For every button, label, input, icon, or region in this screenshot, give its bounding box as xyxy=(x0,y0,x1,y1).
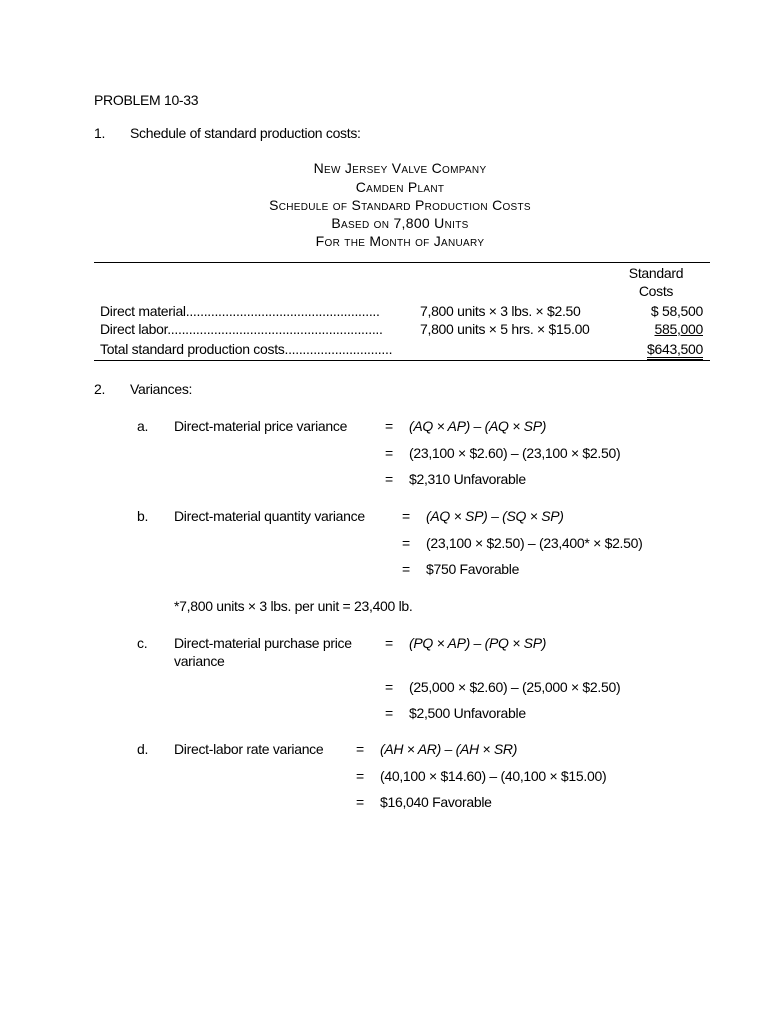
variance-calculation: (40,100 × $14.60) – (40,100 × $15.00) xyxy=(380,768,607,784)
variance-letter: b. xyxy=(137,508,149,524)
period: For the Month of January xyxy=(315,233,485,249)
variance-result: $2,310 Unfavorable xyxy=(409,471,526,487)
equals-sign: = xyxy=(385,635,393,651)
variance-formula: (AQ × SP) – (SQ × SP) xyxy=(426,508,564,524)
variance-result: $16,040 Favorable xyxy=(380,794,492,810)
row-label: Total standard production costs.............................. xyxy=(100,341,393,357)
table-top-rule xyxy=(94,262,710,263)
variance-title: Direct-labor rate variance xyxy=(174,741,324,757)
part1-number: 1. xyxy=(94,125,106,141)
row-amount: $ 58,500 xyxy=(650,303,703,319)
variance-calculation: (23,100 × $2.60) – (23,100 × $2.50) xyxy=(409,445,621,461)
equals-sign: = xyxy=(402,535,410,551)
variance-formula: (PQ × AP) – (PQ × SP) xyxy=(409,635,547,651)
equals-sign: = xyxy=(402,561,410,577)
equals-sign: = xyxy=(385,471,393,487)
variance-formula: (AQ × AP) – (AQ × SP) xyxy=(409,418,547,434)
variance-letter: c. xyxy=(137,635,148,651)
variance-title-continued: variance xyxy=(174,653,225,669)
row-amount: 585,000 xyxy=(654,321,703,337)
problem-title: PROBLEM 10-33 xyxy=(94,92,199,108)
row-calculation: 7,800 units × 3 lbs. × $2.50 xyxy=(420,303,581,319)
column-header-line1: Standard xyxy=(628,265,684,281)
row-amount-total: $643,500 xyxy=(647,341,703,360)
part2-label: Variances: xyxy=(130,381,193,397)
footnote: *7,800 units × 3 lbs. per unit = 23,400 lb. xyxy=(174,598,413,614)
part1-label: Schedule of standard production costs: xyxy=(130,125,361,141)
equals-sign: = xyxy=(356,794,364,810)
equals-sign: = xyxy=(385,445,393,461)
units-basis: Based on 7,800 Units xyxy=(331,215,469,231)
variance-title: Direct-material price variance xyxy=(174,418,348,434)
variance-calculation: (25,000 × $2.60) – (25,000 × $2.50) xyxy=(409,679,621,695)
equals-sign: = xyxy=(356,768,364,784)
row-label: Direct material...................................................... xyxy=(100,303,380,319)
variance-title: Direct-material purchase price xyxy=(174,635,352,651)
variance-title: Direct-material quantity variance xyxy=(174,508,365,524)
schedule-title: Schedule of Standard Production Costs xyxy=(269,197,531,213)
equals-sign: = xyxy=(385,418,393,434)
part2-number: 2. xyxy=(94,381,106,397)
equals-sign: = xyxy=(402,508,410,524)
equals-sign: = xyxy=(385,679,393,695)
equals-sign: = xyxy=(385,705,393,721)
row-calculation: 7,800 units × 5 hrs. × $15.00 xyxy=(420,321,590,337)
variance-letter: d. xyxy=(137,741,149,757)
variance-result: $2,500 Unfavorable xyxy=(409,705,526,721)
variance-result: $750 Favorable xyxy=(426,561,520,577)
column-header-line2: Costs xyxy=(638,283,674,299)
variance-letter: a. xyxy=(137,418,149,434)
variance-formula: (AH × AR) – (AH × SR) xyxy=(380,741,518,757)
plant-name: Camden Plant xyxy=(355,179,445,195)
table-bottom-rule xyxy=(94,360,710,361)
row-label: Direct labor............................................................ xyxy=(100,321,383,337)
company-name: New Jersey Valve Company xyxy=(313,160,487,176)
equals-sign: = xyxy=(356,741,364,757)
variance-calculation: (23,100 × $2.50) – (23,400* × $2.50) xyxy=(426,535,643,551)
